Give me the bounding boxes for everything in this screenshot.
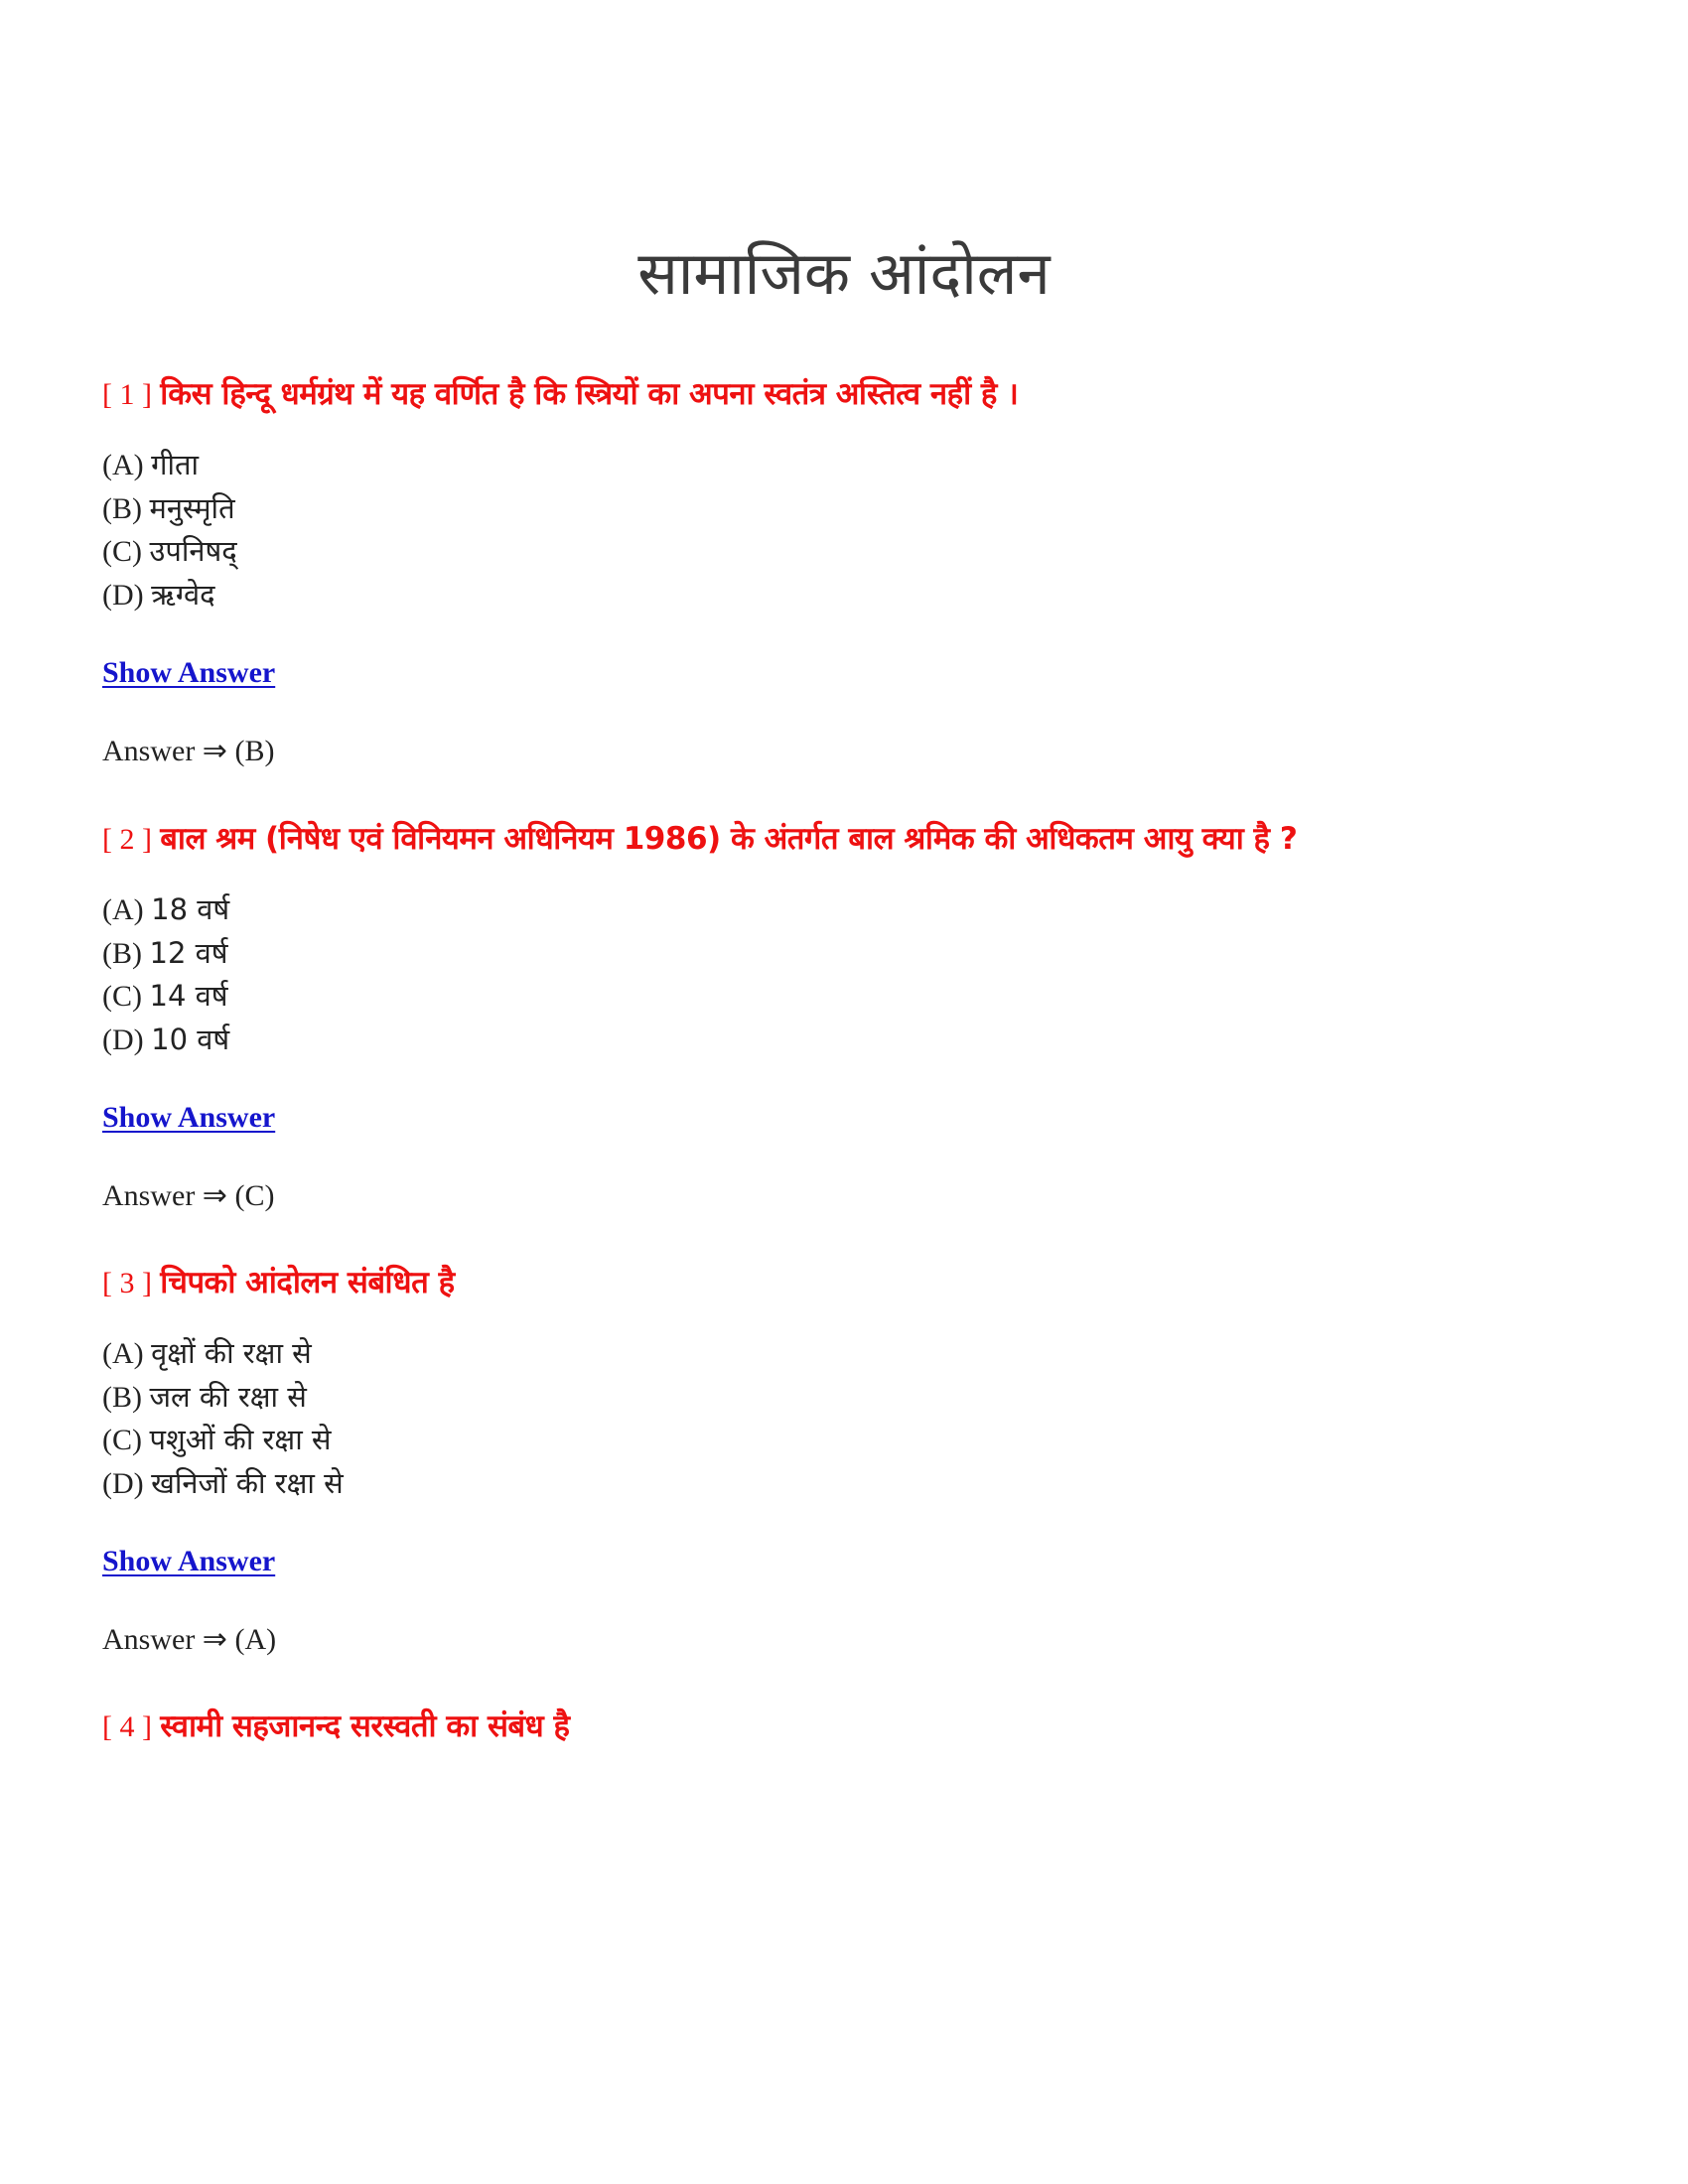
option-c [102,530,1592,574]
option-d [102,574,1592,617]
option-letter: (B) [102,491,142,525]
option-text: ऋग्वेद [151,577,215,612]
show-answer-link[interactable]: Show Answer [102,1101,276,1134]
question-text: स्वामी सहजानन्द सरस्वती का संबंध है [160,1708,570,1744]
question-4 [102,1702,1592,1752]
option-b [102,932,1592,976]
option-text: वृक्षों की रक्षा से [151,1336,312,1370]
option-text: गीता [151,448,200,481]
option-letter: (B) [102,936,142,970]
option-text: खनिजों की रक्षा से [151,1465,344,1500]
option-a [102,888,1592,932]
option-text: 10 वर्ष [151,1022,230,1056]
option-text: 18 वर्ष [151,892,230,926]
option-text: जल की रक्षा से [149,1379,307,1414]
option-letter: (A) [102,893,144,926]
option-d [102,1462,1592,1506]
answer-text: Answer ⇒ (C) [102,1179,275,1212]
option-letter: (D) [102,578,144,612]
option-text: उपनिषद् [149,534,237,568]
question-number: [ 2 ] [102,823,152,856]
question-1 [102,369,1592,768]
question-3 [102,1258,1592,1657]
option-c [102,1419,1592,1462]
option-letter: (C) [102,535,142,568]
question-number: [ 4 ] [102,1710,152,1743]
option-a [102,444,1592,487]
option-letter: (C) [102,980,142,1013]
question-number: [ 3 ] [102,1267,152,1299]
option-text: 12 वर्ष [149,935,228,970]
question-2 [102,814,1592,1213]
options-list [102,888,1592,1061]
question-text: चिपको आंदोलन संबंधित है [160,1265,455,1300]
option-letter: (A) [102,1337,144,1370]
option-d [102,1019,1592,1062]
option-text: पशुओं की रक्षा से [149,1423,332,1456]
options-list [102,444,1592,616]
show-answer-link[interactable]: Show Answer [102,1545,276,1577]
question-number: [ 1 ] [102,378,152,411]
question-heading [102,369,1592,420]
option-letter: (A) [102,449,144,481]
question-heading [102,1702,1592,1752]
answer-text: Answer ⇒ (B) [102,735,275,767]
question-heading [102,1258,1592,1308]
question-heading [102,814,1592,865]
option-text: 14 वर्ष [149,979,228,1013]
option-letter: (C) [102,1424,142,1456]
answer-text: Answer ⇒ (A) [102,1623,277,1656]
option-letter: (D) [102,1466,144,1500]
option-text: मनुस्मृति [149,490,235,525]
option-letter: (D) [102,1023,144,1056]
option-letter: (B) [102,1380,142,1414]
option-a [102,1332,1592,1376]
question-text: बाल श्रम (निषेध एवं विनियमन अधिनियम 1986) के अंतर्गत बाल श्रमिक की अधिकतम आयु क्या है ? [160,821,1298,857]
question-text: किस हिन्दू धर्मग्रंथ में यह वर्णित है कि स्त्रियों का अपना स्वतंत्र अस्तित्व नहीं है । [160,376,1019,412]
option-b [102,487,1592,531]
show-answer-link[interactable]: Show Answer [102,656,276,689]
option-b [102,1376,1592,1420]
options-list [102,1332,1592,1505]
option-c [102,975,1592,1019]
page-title: सामाजिक आंदोलन [637,239,1051,309]
